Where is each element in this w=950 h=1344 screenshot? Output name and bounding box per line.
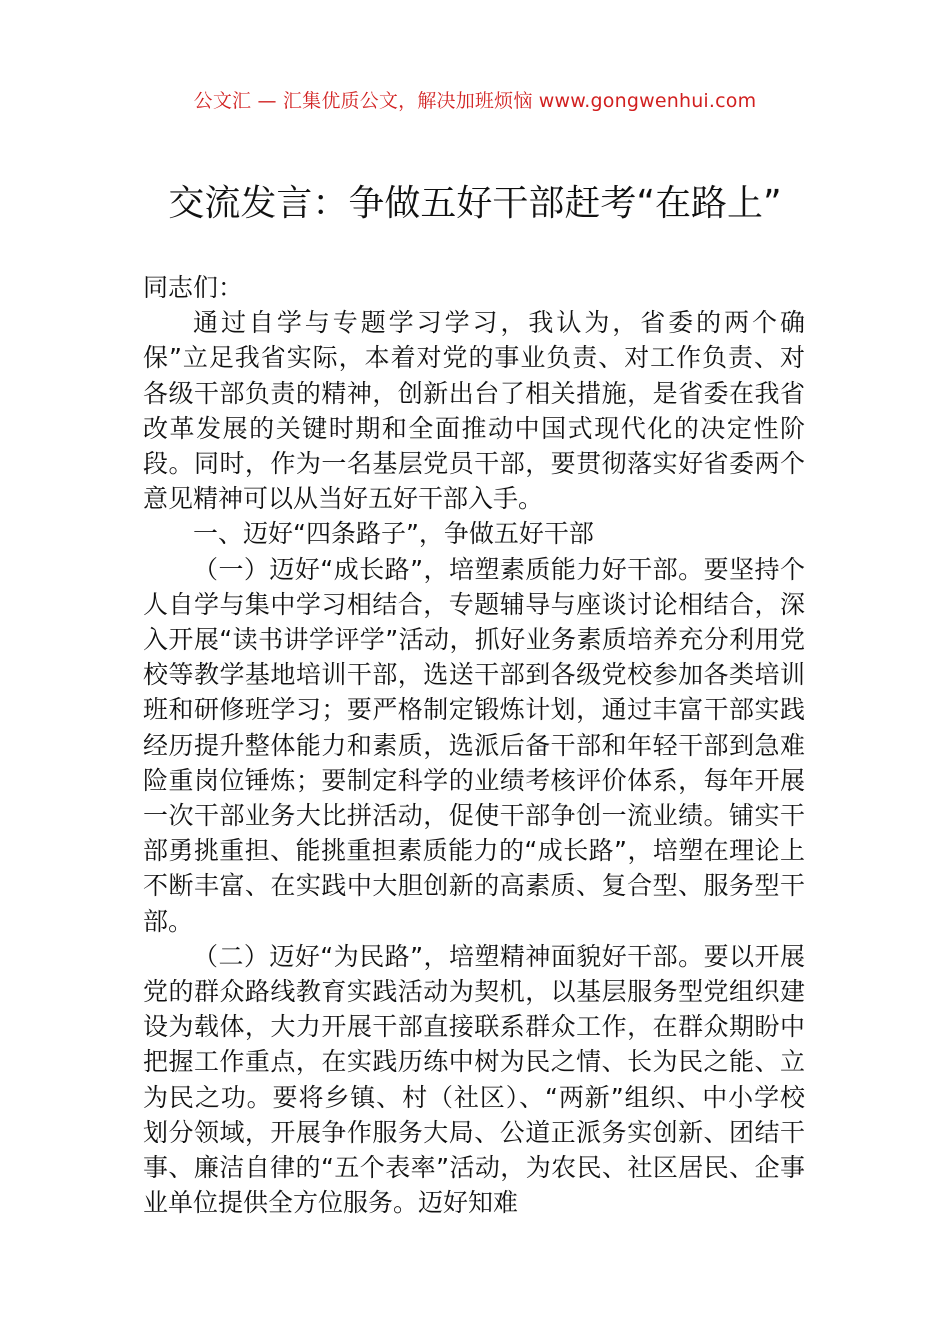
section-heading: 一、迈好“四条路子”，争做五好干部: [193, 519, 594, 549]
paragraph-service-path: （二）迈好“为民路”，培塑精神面貌好干部。要以开展党的群众路线教育实践活动为契机，以基层服务型党组织建设为载体，大力开展干部直接联系群众工作，在群众期盼中把握工作重点，在实践历练中树为民之情、长为民之能、立为民之功。要将乡镇、村（社区）、“两新”组织、中小学校划分领域，开展争作服务大局、公道正派务实创新、团结干事、廉洁自律的“五个表率”活动，为农民、社区居民、企事业单位提供全方位服务。迈好知难: [143, 941, 805, 1218]
header-banner: 公文汇 — 汇集优质公文，解决加班烦恼 www.gongwenhui.com: [193, 90, 757, 112]
paragraph-intro: 通过自学与专题学习学习，我认为，省委的两个确保”立足我省实际，本着对党的事业负责、对工作负责、对各级干部负责的精神，创新出台了相关措施，是省委在我省改革发展的关键时期和全面推动中国式现代化的决定性阶段。同时，作为一名基层党员干部，要贯彻落实好省委两个意见精神可以从当好五好干部入手。: [143, 308, 805, 514]
salutation: 同志们：: [143, 273, 244, 302]
document-title: 交流发言：争做五好干部赶考“在路上”: [168, 183, 782, 224]
paragraph-growth-path: （一）迈好“成长路”，培塑素质能力好干部。要坚持个人自学与集中学习相结合，专题辅导与座谈讨论相结合，深入开展“读书讲学评学”活动，抓好业务素质培养充分利用党校等教学基地培训干部，选送干部到各级党校参加各类培训班和研修班学习；要严格制定锻炼计划，通过丰富干部实践经历提升整体能力和素质，选派后备干部和年轻干部到急难险重岗位锤炼；要制定科学的业绩考核评价体系，每年开展一次干部业务大比拼活动，促使干部争创一流业绩。铺实干部勇挑重担、能挑重担素质能力的“成长路”，培塑在理论上不断丰富、在实践中大胆创新的高素质、复合型、服务型干部。: [143, 554, 805, 936]
document-body: [143, 270, 805, 1220]
